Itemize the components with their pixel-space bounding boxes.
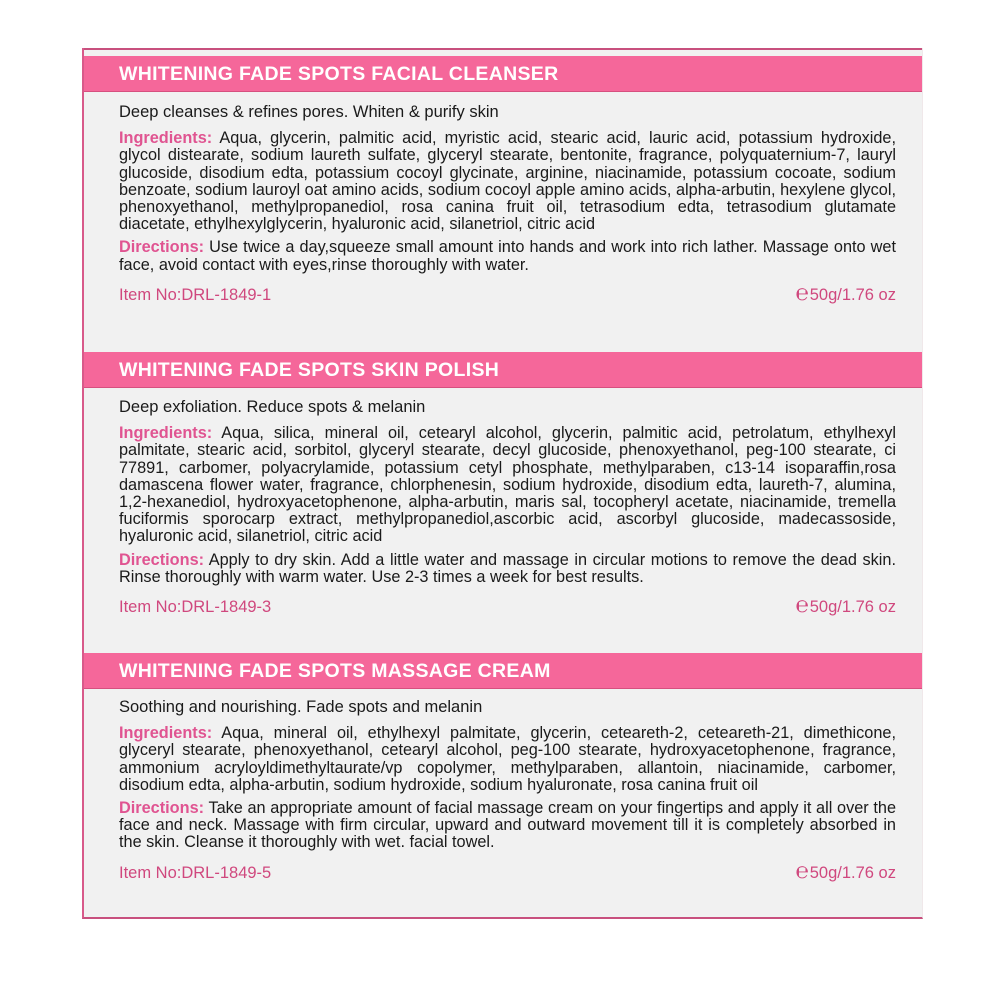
section-header-facial-cleanser: WHITENING FADE SPOTS FACIAL CLEANSER — [84, 56, 922, 92]
directions-label: Directions: — [119, 550, 205, 569]
directions-text: Use twice a day,squeeze small amount into hands and work into rich lather. Massage onto wet face, avoid contact with eyes,rinse thoroughly with water. — [119, 238, 896, 274]
ingredients-label: Ingredients: — [119, 424, 213, 443]
net-weight-value: 50g/1.76 oz — [809, 863, 896, 882]
ingredients-text: Aqua, mineral oil, ethylhexyl palmitate, glycerin, ceteareth-2, ceteareth-21, dimethicone, glyceryl stearate, phenoxyethanol, cetearyl alcohol, peg-100 stearate, hydroxyacetophenone, fragrance, ammonium acryloyldimethyltaurate/vp copolymer, methylparaben, allantoin, niacinamide, carbomer, disodium edta, alpha-arbutin, sodium hydroxide, sodium hyaluronate, rosa canina fruit oil — [119, 724, 896, 794]
section-body-skin-polish — [119, 399, 896, 616]
directions-paragraph — [119, 239, 896, 273]
net-weight — [795, 279, 896, 305]
ingredients-label: Ingredients: — [119, 129, 213, 148]
directions-label: Directions: — [119, 799, 205, 818]
top-rule — [84, 48, 922, 50]
directions-label: Directions: — [119, 238, 205, 257]
estimated-sign-icon: ℮ — [795, 857, 809, 883]
ingredients-paragraph — [119, 425, 896, 545]
tagline: Deep exfoliation. Reduce spots & melanin — [119, 398, 426, 416]
item-footer — [119, 857, 896, 883]
item-footer — [119, 279, 896, 305]
ingredients-paragraph — [119, 725, 896, 794]
ingredients-paragraph — [119, 130, 896, 233]
estimated-sign-icon: ℮ — [795, 279, 809, 305]
tagline: Soothing and nourishing. Fade spots and melanin — [119, 698, 483, 716]
directions-text: Take an appropriate amount of facial massage cream on your fingertips and apply it all over the face and neck. Massage with firm circular, upward and outward movement till it is completely absorbed in the skin. Cleanse it thoroughly with wet. facial towel. — [119, 799, 896, 852]
directions-paragraph — [119, 552, 896, 586]
section-body-massage-cream — [119, 699, 896, 882]
section-body-facial-cleanser — [119, 104, 896, 304]
net-weight-value: 50g/1.76 oz — [809, 285, 896, 304]
ingredients-text: Aqua, silica, mineral oil, cetearyl alcohol, glycerin, palmitic acid, petrolatum, ethylhexyl palmitate, stearic acid, sorbitol, glyceryl stearate, decyl glucoside, phenoxyethanol, peg-100 stearate, ci 77891, carbomer, polyacrylamide, potassium cetyl phosphate, methylparaben, c13-14 isoparaffin,rosa damascena flower water, fragrance, chlorphenesin, sodium hydroxide, disodium edta, laureth-7, alumina, 1,2-hexanediol, hydroxyacetophenone, alpha-arbutin, maris sal, tocopheryl acetate, niacinamide, tremella fuciformis sporocarp extract, methylpropanediol,ascorbic acid, ascorbyl glucoside, madecassoside, hyaluronic acid, silanetriol, citric acid — [119, 424, 896, 546]
directions-text: Apply to dry skin. Add a little water and massage in circular motions to remove the dead skin. Rinse thoroughly with warm water. Use 2-3 times a week for best results. — [119, 550, 897, 586]
directions-paragraph — [119, 800, 896, 852]
ingredients-text: Aqua, glycerin, palmitic acid, myristic acid, stearic acid, lauric acid, potassium hydroxide, glycol distearate, sodium laureth sulfate, glyceryl stearate, bentonite, fragrance, polyquaternium-7, lauryl glucoside, disodium edta, potassium cocoyl glycinate, arginine, niacinamide, potassium cocoate, sodium benzoate, sodium lauroyl oat amino acids, sodium cocoyl apple amino acids, alpha-arbutin, hexylene glycol, phenoxyethanol, methylpropanediol, rosa canina fruit oil, tetrasodium edta, tetrasodium glutamate diacetate, ethylhexylglycerin, hyaluronic acid, silanetriol, citric acid — [119, 129, 897, 234]
item-number: Item No:DRL-1849-3 — [119, 598, 272, 617]
section-header-skin-polish: WHITENING FADE SPOTS SKIN POLISH — [84, 352, 922, 388]
net-weight — [795, 857, 896, 883]
item-number: Item No:DRL-1849-1 — [119, 285, 272, 304]
tagline: Deep cleanses & refines pores. Whiten & purify skin — [119, 103, 499, 121]
estimated-sign-icon: ℮ — [795, 592, 809, 618]
ingredients-label: Ingredients: — [119, 724, 213, 743]
product-label-panel — [82, 48, 923, 919]
section-header-massage-cream: WHITENING FADE SPOTS MASSAGE CREAM — [84, 653, 922, 689]
item-number: Item No:DRL-1849-5 — [119, 863, 272, 882]
net-weight-value: 50g/1.76 oz — [809, 598, 896, 617]
net-weight — [796, 594, 896, 616]
item-footer — [119, 594, 896, 616]
